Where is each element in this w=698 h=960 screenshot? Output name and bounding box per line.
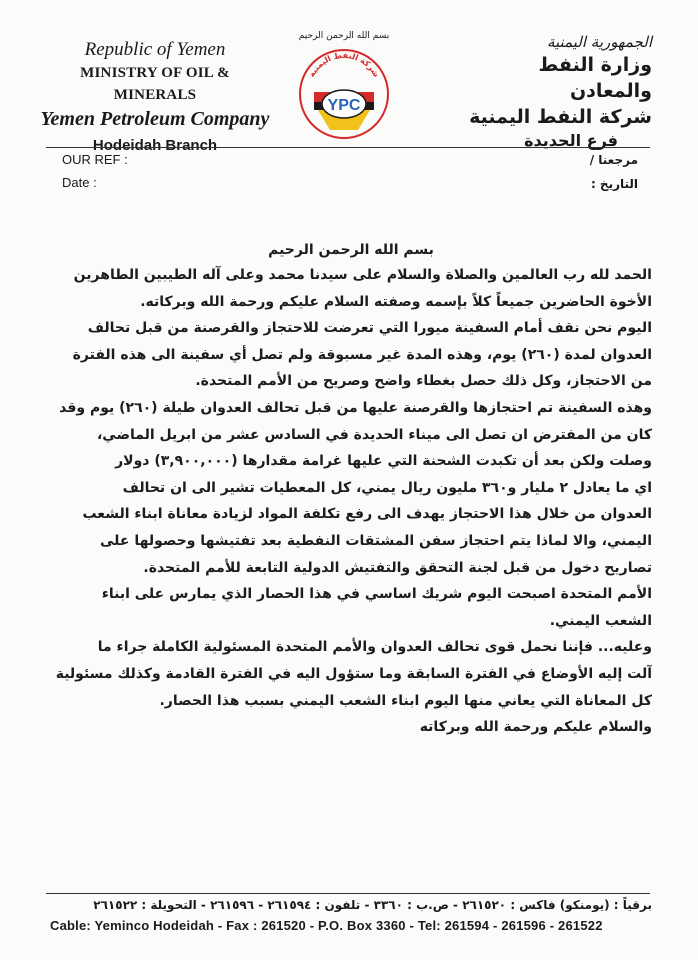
letter-line: تصاريح دخول من قبل لجنة التحقق والتفتيش الدولية التابعة للأمم المتحدة. — [143, 559, 652, 576]
svg-text:شركة النفط اليمنية — [307, 51, 381, 79]
letter-line: كل المعاناة التي يعاني منها اليوم ابناء الشعب اليمني بسبب هذا الحصار. — [159, 692, 652, 709]
logo-initials: YPC — [327, 97, 361, 114]
letter-line: آلت إليه الأوضاع في الفترة السابقة وما ستؤول اليه في الفترة القادمة وكذلك مسئولية — [55, 665, 652, 682]
branch-en: Hodeidah Branch — [92, 137, 218, 154]
letter-line: وهذه السفينة تم احتجازها والقرصنة عليها من قبل تحالف العدوان طيلة (٢٦٠) يوم وقد — [59, 399, 652, 416]
branch-ar: فرع الحديدة — [524, 131, 618, 150]
footer-contact-en: Cable: Yeminco Hodeidah - Fax : 261520 - P.O. Box 3360 - Tel: 261594 - 261596 - 261522 — [50, 918, 603, 933]
header-divider — [46, 147, 650, 148]
letter-line: العدوان من خلال هذا الاحتجاز يهدف الى رفع تكلفة المواد لزيادة معاناة ابناء الشعب — [82, 506, 652, 523]
ministry-en: MINISTRY OF OIL & MINERALS — [80, 65, 230, 103]
letter-line: اليمني، والا لماذا يتم احتجاز سفن المشتقات النفطية بعد تفتيشها وحصولها على — [100, 532, 652, 549]
footer-contact-ar: برقياً : (يومنكو) فاكس : ٢٦١٥٢٠ - ص.ب : ٣٣٦٠ - تلفون : ٢٦١٥٩٤ - ٢٦١٥٩٦ - التحويلة : ٢٦١٥٢٢ — [93, 898, 652, 912]
letter-line: من الاحتجاز، وكل ذلك حصل بغطاء واضح وصريح من الأمم المتحدة. — [195, 373, 652, 390]
date-label: Date : — [62, 175, 97, 190]
letter-line: الأمم المتحدة اصبحت اليوم شريك اساسي في هذا الحصار الذي يمارس على ابناء — [101, 586, 652, 603]
company-logo — [294, 30, 394, 145]
letter-line: الحمد لله رب العالمين والصلاة والسلام على سيدنا محمد وعلى آله الطيبين الطاهرين — [73, 267, 652, 283]
date-label-ar: التاريخ : — [590, 177, 638, 191]
letter-line: اي ما يعادل ٢ مليار و٣٦٠ مليون ريال يمني، كل المعطيات تشير الى ان تحالف — [122, 479, 652, 496]
arabic-letterhead — [452, 32, 652, 152]
country-ar: الجمهورية اليمنية — [546, 33, 652, 51]
letter-line: وعليه... فإننا نحمل قوى تحالف العدوان والأمم المتحدة المسئولية الكاملة جراء ما — [97, 639, 652, 656]
letter-basmala: بسم الله الرحمن الرحيم — [268, 242, 434, 258]
letter-line: اليوم نحن نقف أمام السفينة ميورا التي تعرضت للاحتجاز والقرصنة من قبل تحالف — [87, 320, 652, 337]
company-en: Yemen Petroleum Company — [40, 108, 270, 130]
logo-ring-text: شركة النفط اليمنية — [306, 50, 382, 79]
ypc-emblem-icon — [296, 44, 392, 140]
our-ref-label-ar: مرجعنا / — [589, 153, 638, 167]
ministry-ar: وزارة النفط والمعادن — [538, 54, 652, 102]
english-letterhead — [40, 38, 270, 157]
letter-line: العدوان لمدة (٢٦٠) يوم، وهذه المدة غير مسبوقة ولم تصل أي سفينة الى هذه الفترة — [72, 346, 652, 363]
letter-body — [50, 238, 652, 741]
country-en: Republic of Yemen — [84, 39, 226, 60]
company-ar: شركة النفط اليمنية — [469, 106, 652, 128]
letter-line: الأخوة الحاضرين جميعاً كلاً بإسمه وصفته السلام عليكم ورحمة الله وبركاته. — [140, 293, 652, 310]
letter-line: الشعب اليمني. — [549, 612, 652, 629]
letter-line: وصلت ولكن بعد أن تكبدت الشحنة التي عليها غرامة مقدارها (٣,٩٠٠,٠٠٠) دولار — [115, 453, 652, 470]
letter-line: كان من المفترض ان تصل الى ميناء الحديدة في السادس عشر من ابريل الماضي، — [96, 426, 652, 443]
letter-line: والسلام عليكم ورحمة الله وبركاته — [419, 719, 652, 736]
footer-divider — [46, 893, 650, 894]
our-ref-label: OUR REF : — [62, 152, 128, 167]
logo-basmala: بسم الله الرحمن الرحيم — [298, 31, 390, 41]
